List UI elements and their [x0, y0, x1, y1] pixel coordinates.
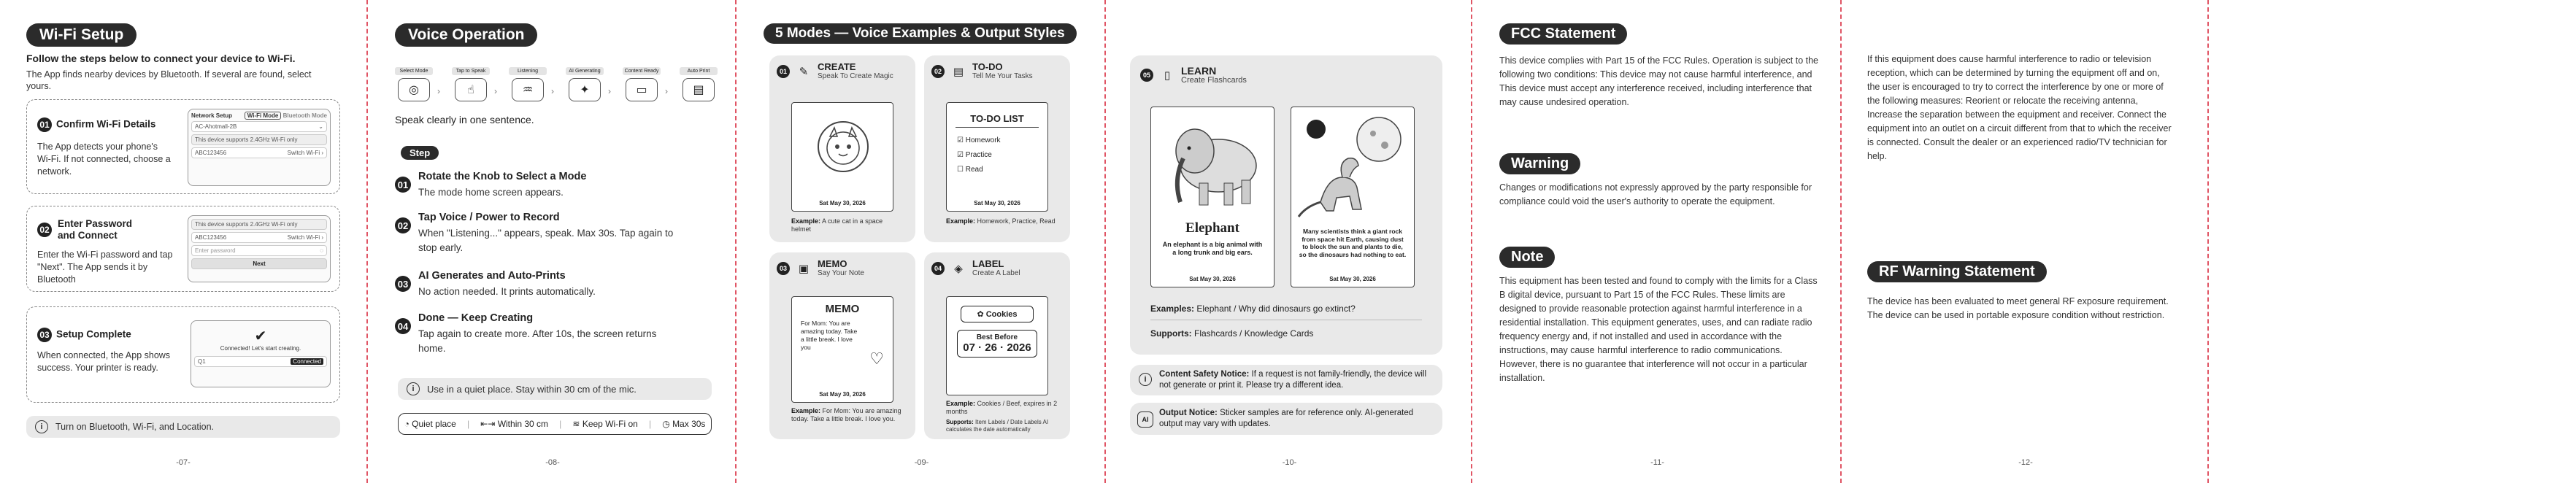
voice-step-desc: When "Listening..." appears, speak. Max 30s. Tap again to stop early.	[418, 228, 674, 253]
memo-icon: ▣	[798, 263, 810, 275]
flow-step-icon: ▤	[683, 78, 715, 101]
learn-supports: Supports: Flashcards / Knowledge Cards	[1150, 328, 1314, 339]
network-info: This device supports 2.4GHz Wi-Fi only	[191, 134, 327, 145]
page-wifi-setup	[0, 0, 366, 483]
flashcard-dinosaur: Many scientists think a giant rock from space hit Earth, causing dust to block the sun and plants to die, so the dinosaurs had nothing to eat. Sat May 30, 2026	[1291, 107, 1415, 287]
step-number-badge: 01	[37, 117, 52, 132]
cookie-icon: ✿	[977, 310, 984, 319]
flow-step-label: Auto Print	[680, 67, 718, 75]
wifi-step-3-title: Setup Complete	[56, 328, 131, 340]
voice-note: i Use in a quiet place. Stay within 30 cm of the mic.	[398, 378, 712, 400]
wifi-step-2-desc: Enter the Wi-Fi password and tap "Next". The App sends it by Bluetooth	[37, 250, 173, 285]
password-input[interactable]: Enter password ◌	[191, 245, 327, 256]
arrow-right-icon: ›	[665, 86, 668, 96]
note-text: This equipment has been tested and found to comply with the limits for a Class B digital device, pursuant to Part 15 of the FCC Rules. These limits are designed to provide reasonable protection against harmful interference in a residential installation. This equipment generates, uses, and can radiate radio frequency energy and, if not installed and used in accordance with the instructions, may cause harmful interference to radio communications. However, there is no guarantee that interference will not occur in a particular installation.	[1499, 276, 1818, 383]
flow-step-label: Content Ready	[623, 67, 661, 75]
voice-step-title: Tap Voice / Power to Record	[418, 212, 560, 223]
flashcard-elephant: Elephant An elephant is a big animal with a long trunk and big ears. Sat May 30, 2026	[1150, 107, 1274, 287]
checkbox-icon: ☑	[957, 136, 964, 144]
distance-icon: ⇤⇥	[480, 419, 496, 429]
voice-step-title: AI Generates and Auto-Prints	[418, 270, 566, 282]
flow-step-icon: ✦	[569, 78, 601, 101]
page-number: -12-	[2018, 458, 2033, 467]
voice-step-desc: No action needed. It prints automatically.	[418, 286, 596, 297]
tab-wifi-mode[interactable]: Wi-Fi Mode	[245, 112, 282, 120]
arrow-right-icon: ›	[608, 86, 611, 96]
wifi-note: i Turn on Bluetooth, Wi-Fi, and Location.	[26, 416, 340, 438]
network-row[interactable]: AC-Ahotmall-2B ⌄	[191, 121, 327, 132]
interference-text: If this equipment does cause harmful interference to radio or television reception, which can be determined by turning the equipment off and on, the user is encouraged to try to correct the interference by one or more of the following measures: Reorient or relocate the receiving antenna, Increase the separation between the equipment and receiver. Connect the equipment into an outlet on a circuit different from that to which the receiver is connected. Consult the dealer or an experienced radio/TV technician for help.	[1867, 54, 2172, 161]
tag-icon: ◈	[954, 263, 963, 275]
voice-step	[395, 312, 709, 356]
voice-tagline: Speak clearly in one sentence.	[395, 114, 534, 125]
arrow-right-icon: ›	[551, 86, 554, 96]
pen-icon: ✎	[799, 66, 809, 78]
cat-icon: ♡	[869, 349, 884, 368]
example-todo: Example: Homework, Practice, Read	[946, 217, 1056, 225]
flow-step	[566, 67, 604, 101]
network-info: This device supports 2.4GHz Wi-Fi only	[191, 219, 327, 230]
wifi-step-1-phone	[188, 109, 331, 186]
tip-quiet: ◔ Quiet place	[404, 419, 456, 429]
wifi-step-1	[26, 99, 340, 194]
next-button[interactable]: Next	[191, 258, 327, 269]
flow-step	[395, 67, 433, 101]
warning-title: Warning	[1499, 153, 1580, 174]
page-number: -09-	[914, 458, 929, 467]
page-number: -07-	[176, 458, 191, 467]
page-rf	[1844, 0, 2207, 483]
clipboard-icon: ▤	[953, 66, 964, 78]
connected-badge: Connected	[291, 358, 323, 365]
label-tag-date: Best Before 07 · 26 · 2026	[957, 330, 1037, 358]
voice-tips: ◔ Quiet place | ⇤⇥ Within 30 cm | ≋ Keep Wi-Fi on | ◷ Max 30s	[398, 413, 712, 435]
page-fcc	[1475, 0, 1840, 483]
mode-card-memo: 03 ▣ MEMO Say Your Note MEMO For Mom: You are amazing today. Take a little break. I love you ♡ Sat May 30, 2026 Example: For Mom: You are amazing today. Take a little break. I love you.	[769, 252, 915, 439]
ear-icon: ◔	[404, 419, 410, 429]
network-selected[interactable]: ABC123456 Switch Wi-Fi ›	[191, 232, 327, 243]
phone-title: Network Setup	[191, 112, 233, 119]
flow-step-icon: ☝	[455, 78, 487, 101]
flow-step	[452, 67, 490, 101]
wifi-step-3-phone	[191, 320, 331, 387]
wifi-step-2-phone	[188, 215, 331, 282]
step-number-badge: 04	[395, 318, 411, 334]
note-title: Note	[1499, 247, 1555, 268]
success-message: Connected! Let's start creating.	[220, 345, 301, 352]
wifi-step-1-desc: The App detects your phone's Wi-Fi. If not connected, choose a network.	[37, 142, 171, 177]
wifi-step-3-desc: When connected, the App shows success. Your printer is ready.	[37, 350, 171, 373]
example-label: Example: Cookies / Beef, expires in 2 months	[946, 400, 1058, 415]
info-icon: i	[1139, 373, 1152, 386]
page-number: -10-	[1282, 458, 1297, 467]
example-memo: Example: For Mom: You are amazing today. Take a little break. I love you.	[791, 407, 901, 422]
flow-step-label: Listening	[509, 67, 547, 75]
page-number: -11-	[1650, 458, 1664, 467]
receipt-memo: MEMO For Mom: You are amazing today. Take a little break. I love you ♡ Sat May 30, 2026	[791, 296, 893, 403]
network-selected[interactable]: ABC123456 Switch Wi-Fi ›	[191, 147, 327, 158]
voice-step-title: Done — Keep Creating	[418, 312, 534, 324]
tip-time: ◷ Max 30s	[662, 419, 706, 429]
todo-item: ☑ Practice	[957, 151, 992, 159]
todo-item: ☐ Read	[957, 166, 983, 174]
info-icon: i	[35, 420, 48, 433]
wifi-title: Wi-Fi Setup	[26, 23, 137, 47]
mode-card-todo: 02 ▤ TO-DO Tell Me Your Tasks TO-DO LIST ☑ Homework ☑ Practice ☐ Read Sat May 30, 2026 Example: Homework, Practice, Read	[924, 55, 1070, 242]
example-create: Example: A cute cat in a space helmet	[791, 217, 883, 233]
step-number-badge: 02	[395, 217, 411, 233]
check-icon: ✔	[254, 328, 267, 344]
rf-title: RF Warning Statement	[1867, 261, 2047, 282]
step-number-badge: 01	[395, 177, 411, 193]
step-number-badge: 02	[37, 223, 52, 237]
warning-text: Changes or modifications not expressly approved by the party responsible for compliance could void the user's authority to operate the equipment.	[1499, 182, 1812, 206]
flow-step-label: Tap to Speak	[452, 67, 490, 75]
wifi-intro-bold: Follow the steps below to connect your device to Wi-Fi.	[26, 53, 296, 64]
checkbox-icon: ☐	[957, 166, 964, 174]
page-learn	[1108, 0, 1471, 483]
wifi-icon: ≋	[572, 419, 580, 429]
step-label: Step	[401, 146, 439, 160]
wifi-step-2-title: Enter Password and Connect	[58, 218, 133, 241]
wifi-step-2	[26, 206, 340, 292]
mode-card-label: 04 ◈ LABEL Create A Label ✿ Cookies Best Before 07 · 26 · 2026 Example: Cookies / Beef, expires in 2 months Supports: Item Labels / Date Labels AI calculates the date automatically	[924, 252, 1070, 439]
elephant-illustration	[1151, 107, 1275, 217]
learn-examples: Examples: Elephant / Why did dinosaurs go extinct?	[1150, 304, 1356, 314]
flow-step-label: Select Mode	[395, 67, 433, 75]
output-notice: AI Output Notice: Sticker samples are for reference only. AI-generated output may vary with updates.	[1130, 403, 1442, 435]
supports-label: Supports: Item Labels / Date Labels AI calculates the date automatically	[946, 419, 1049, 433]
ai-icon: AI	[1137, 411, 1153, 428]
arrow-right-icon: ›	[494, 86, 497, 96]
receipt-label	[946, 296, 1048, 395]
receipt-todo: TO-DO LIST ☑ Homework ☑ Practice ☐ Read Sat May 30, 2026	[946, 102, 1048, 212]
wifi-intro: The App finds nearby devices by Bluetooth. If several are found, select yours.	[26, 69, 312, 91]
voice-step-title: Rotate the Knob to Select a Mode	[418, 171, 587, 182]
voice-step	[395, 212, 709, 255]
astronaut-cat-illustration	[792, 103, 894, 190]
voice-step-desc: The mode home screen appears.	[418, 187, 564, 198]
step-number-badge: 03	[395, 276, 411, 292]
arrow-right-icon: ›	[437, 86, 440, 96]
rf-text: The device has been evaluated to meet general RF exposure requirement. The device can be used in portable exposure condition without restriction.	[1867, 296, 2169, 320]
voice-step	[395, 270, 709, 299]
mode-card-learn: 05 ▯ LEARN Create Flashcards Elephant An elephant is a big animal with a long trunk and big ears. Sat May 30, 2026 Many scientists think a giant rock from space hit Earth, causing dust to block the sun and plants to die, so the dinosaurs had nothing to eat. Sat May 30, 2026 Examples: Elephant / Why did dinosaurs go extinct? Supports: Flashcards / Knowledge Cards	[1130, 55, 1442, 355]
checkbox-icon: ☑	[957, 151, 964, 159]
flow-step	[680, 67, 718, 101]
book-icon: ▯	[1164, 69, 1171, 82]
flow-step-icon: ▭	[626, 78, 658, 101]
page-number: -08-	[545, 458, 560, 467]
flow-step	[509, 67, 547, 101]
voice-title: Voice Operation	[395, 23, 537, 47]
tab-bluetooth-mode[interactable]: Bluetooth Mode	[282, 112, 327, 119]
wifi-step-3	[26, 306, 340, 403]
todo-item: ☑ Homework	[957, 136, 1001, 144]
wifi-step-1-title: Confirm Wi-Fi Details	[56, 118, 156, 130]
flow-step	[623, 67, 661, 101]
page-modes	[739, 0, 1104, 483]
label-tag-cookies: ✿ Cookies	[961, 306, 1034, 322]
step-number-badge: 03	[37, 328, 52, 342]
fcc-title: FCC Statement	[1499, 23, 1627, 45]
flow-step-icon: ♒	[512, 78, 544, 101]
voice-step	[395, 171, 709, 200]
tip-wifi: ≋ Keep Wi-Fi on	[572, 419, 638, 429]
clock-icon: ◷	[662, 419, 670, 429]
receipt-create: Sat May 30, 2026	[791, 102, 893, 212]
content-safety-notice: i Content Safety Notice: If a request is not family-friendly, the device will not generate or print it. Please try a different idea.	[1130, 365, 1442, 395]
modes-title: 5 Modes — Voice Examples & Output Styles	[764, 23, 1077, 44]
dinosaur-meteor-illustration	[1291, 107, 1415, 224]
flow-step-label: AI Generating	[566, 67, 604, 75]
device-row: Q1 Connected	[194, 356, 327, 367]
info-icon: i	[407, 382, 420, 395]
fcc-text: This device complies with Part 15 of the FCC Rules. Operation is subject to the following two conditions: This device may not cause harmful interference, and This device must accept any interference received, including interference that may cause undesired operation.	[1499, 55, 1818, 107]
voice-step-desc: Tap again to create more. After 10s, the screen returns home.	[418, 328, 657, 354]
page-voice-operation	[370, 0, 735, 483]
flow-step-icon: ◎	[398, 78, 430, 101]
mode-card-create: 01 ✎ CREATE Speak To Create Magic Sat May 30, 2026 Example: A cute cat in a space helmet	[769, 55, 915, 242]
tip-distance: ⇤⇥ Within 30 cm	[480, 419, 549, 429]
